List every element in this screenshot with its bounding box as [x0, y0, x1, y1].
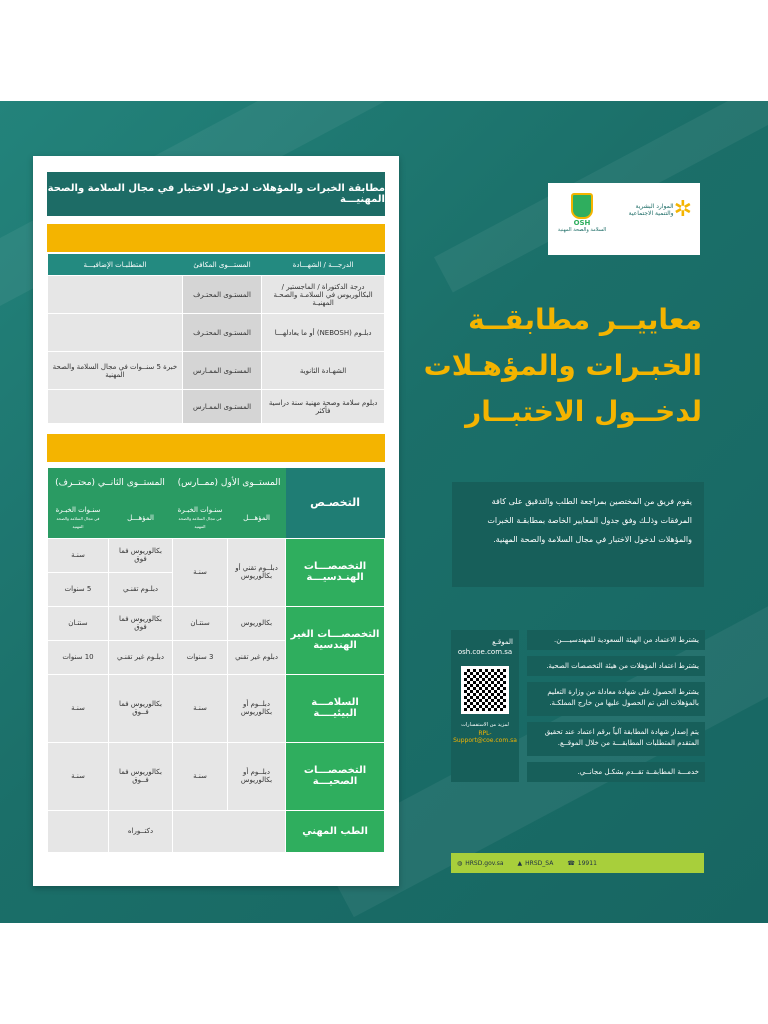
list-item: خدمـــة المطابقــة تقــدم بشكـل مجانــي.: [527, 762, 705, 782]
qr-code-icon[interactable]: [461, 666, 509, 714]
table-row: السلامـــة البيئيــــة دبلــوم أو بكالوريوس سنـة بكالوريوس فما فــوق سنـة: [48, 674, 385, 742]
degree-table: [47, 254, 385, 424]
list-item: يتم إصدار شهادة المطابقة آلياً برقم اعتماد عند تحقيق المتقدم المتطلبات المطابقـــة من خلال الموقــع.: [527, 722, 705, 756]
table-row: دبلـوم تقنـي 5 سنوات: [48, 572, 385, 606]
globe-icon: ◍: [457, 859, 463, 867]
list-item: يشترط اعتماد المؤهلات من هيئة التخصصات الصحية.: [527, 656, 705, 676]
table-row: التخصصـــات الهنـدسيـــة دبلــوم تقني أو بكالوريوس سنـة بكالوريوس فما فوق سنـة: [48, 538, 385, 572]
osh-logo-ar: السلامة والصحة المهنية: [557, 227, 607, 233]
poster: [0, 101, 768, 923]
table-row: دبلـوم (NEBOSH) أو ما يعادلهـــا المستـوى المحتـرف: [48, 314, 385, 352]
table-row: التخصصـــات الغير الهندسية بكالوريوس سنتـان بكالوريوس فما فوق سنتـان: [48, 606, 385, 640]
footer-web[interactable]: HRSD.gov.sa: [465, 859, 504, 867]
table-row: درجة الدكتوراة / الماجستير / البكالوريوس في السلامـة والصحـة المهنيـة المستـوى المحتـرف: [48, 276, 385, 314]
list-item: يشترط الحصول على شهادة معادلة من وزارة التعليم بالمؤهلات التي تم الحصول عليها من خارج المملكـة.: [527, 682, 705, 716]
site-url[interactable]: osh.coe.com.sa: [457, 648, 513, 656]
col-level: المستـــوى المكافئ: [182, 254, 261, 276]
col-degree: الدرجـــة / الشهـــادة: [262, 254, 385, 276]
description-box: يقوم فريق من المختصين بمراجعة الطلب والتدقيق على كافة المرفقات وذلـك وفق جدول المعايير الخاصة بمطابقـة الخبرات والمؤهلات لدخول الاختبار في مجال السلامة والصحة المهنية.: [452, 482, 704, 587]
site-label: الموقـع: [492, 638, 513, 646]
osh-shield-icon: [571, 193, 593, 219]
col-spec: التخصـص: [286, 468, 385, 538]
list-item: يشترط الاعتماد من الهيئة السعودية للمهندسيــــن.: [527, 630, 705, 650]
ministry-star-icon: ✲: [673, 197, 692, 222]
col-level2: المستــوى الثانــي (محتــرف): [48, 468, 173, 498]
col-level1: المستــوى الأول (ممــارس): [173, 468, 286, 498]
social-icon: ▲: [517, 859, 523, 867]
ministry-name: الموارد البشرية والتنمية الاجتماعية: [628, 203, 674, 217]
criteria-card: [33, 156, 399, 886]
conditions-list: [527, 630, 705, 788]
support-email[interactable]: RPL-Support@coe.com.sa: [453, 730, 517, 744]
osh-logo-en: OSH: [573, 219, 591, 227]
footer-social[interactable]: HRSD_SA: [525, 859, 554, 867]
card-title: مطابقة الخبرات والمؤهلات لدخول الاختبار في مجال السلامة والصحة المهنيـــة: [47, 172, 385, 216]
table-row: دبلوم سلامة وصحة مهنية سنة دراسية فأكثر المستـوى الممـارس: [48, 390, 385, 424]
table-row: التخصصـــات الصحيـــة دبلــوم أو بكالوريوس سنـة بكالوريوس فما فــوق سنـة: [48, 742, 385, 810]
phone-icon: ☎: [567, 859, 575, 867]
site-box: [451, 630, 519, 782]
yellow-band-2: [47, 434, 385, 462]
logo-box: [548, 183, 700, 255]
yellow-band-1: [47, 224, 385, 252]
main-title: معاييــر مطابقــة الخبـرات والمؤهـلات لدخــول الاختبــار: [423, 303, 702, 428]
footer-bar: [451, 853, 704, 873]
inquiries-label: لمزيد من الاستفسارات: [461, 722, 509, 728]
table-row: الشهـادة الثانوية المستـوى الممـارس خبرة 5 سنــوات في مجال السلامة والصحة المهنية: [48, 352, 385, 390]
specialization-table: التخصـص المستــوى الأول (ممــارس) المستــوى الثانــي (محتــرف) المؤهـــل سنـوات الخبـرة في مجال السلامة والصحة المهنية المؤهـــل سنـوات الخبـرة في مجال السلامة والصحة المهنية التخصصـــات الهنـدسيـــة دبلــوم تقني أو بكالوريوس سنـة بكالوريوس فما فوق سنـة دبلـوم تقنـي 5 سنوات التخصصـــات الغير الهندسية بكالوريوس سنتـان بكالوريوس فما فوق سنتـان دبلوم غير تقني 3 سنوات دبلـوم غير تقنـي 10 سنوات السلامـــة البيئيــــة دبلــوم أو بكالوريوس سنـة بكالوريوس فما فــوق سنـة التخصصـــات الصحيـــة دبلــوم أو بكالوريوس سنـة بكالوريوس فما فــوق سنـة الطب المهني دكتــوراه: [47, 468, 385, 853]
table-row: دبلوم غير تقني 3 سنوات دبلـوم غير تقنـي 10 سنوات: [48, 640, 385, 674]
col-extra: المتطلبـات الإضافيـــة: [48, 254, 183, 276]
table-row: الطب المهني دكتــوراه: [48, 810, 385, 852]
footer-phone[interactable]: 19911: [577, 859, 597, 867]
